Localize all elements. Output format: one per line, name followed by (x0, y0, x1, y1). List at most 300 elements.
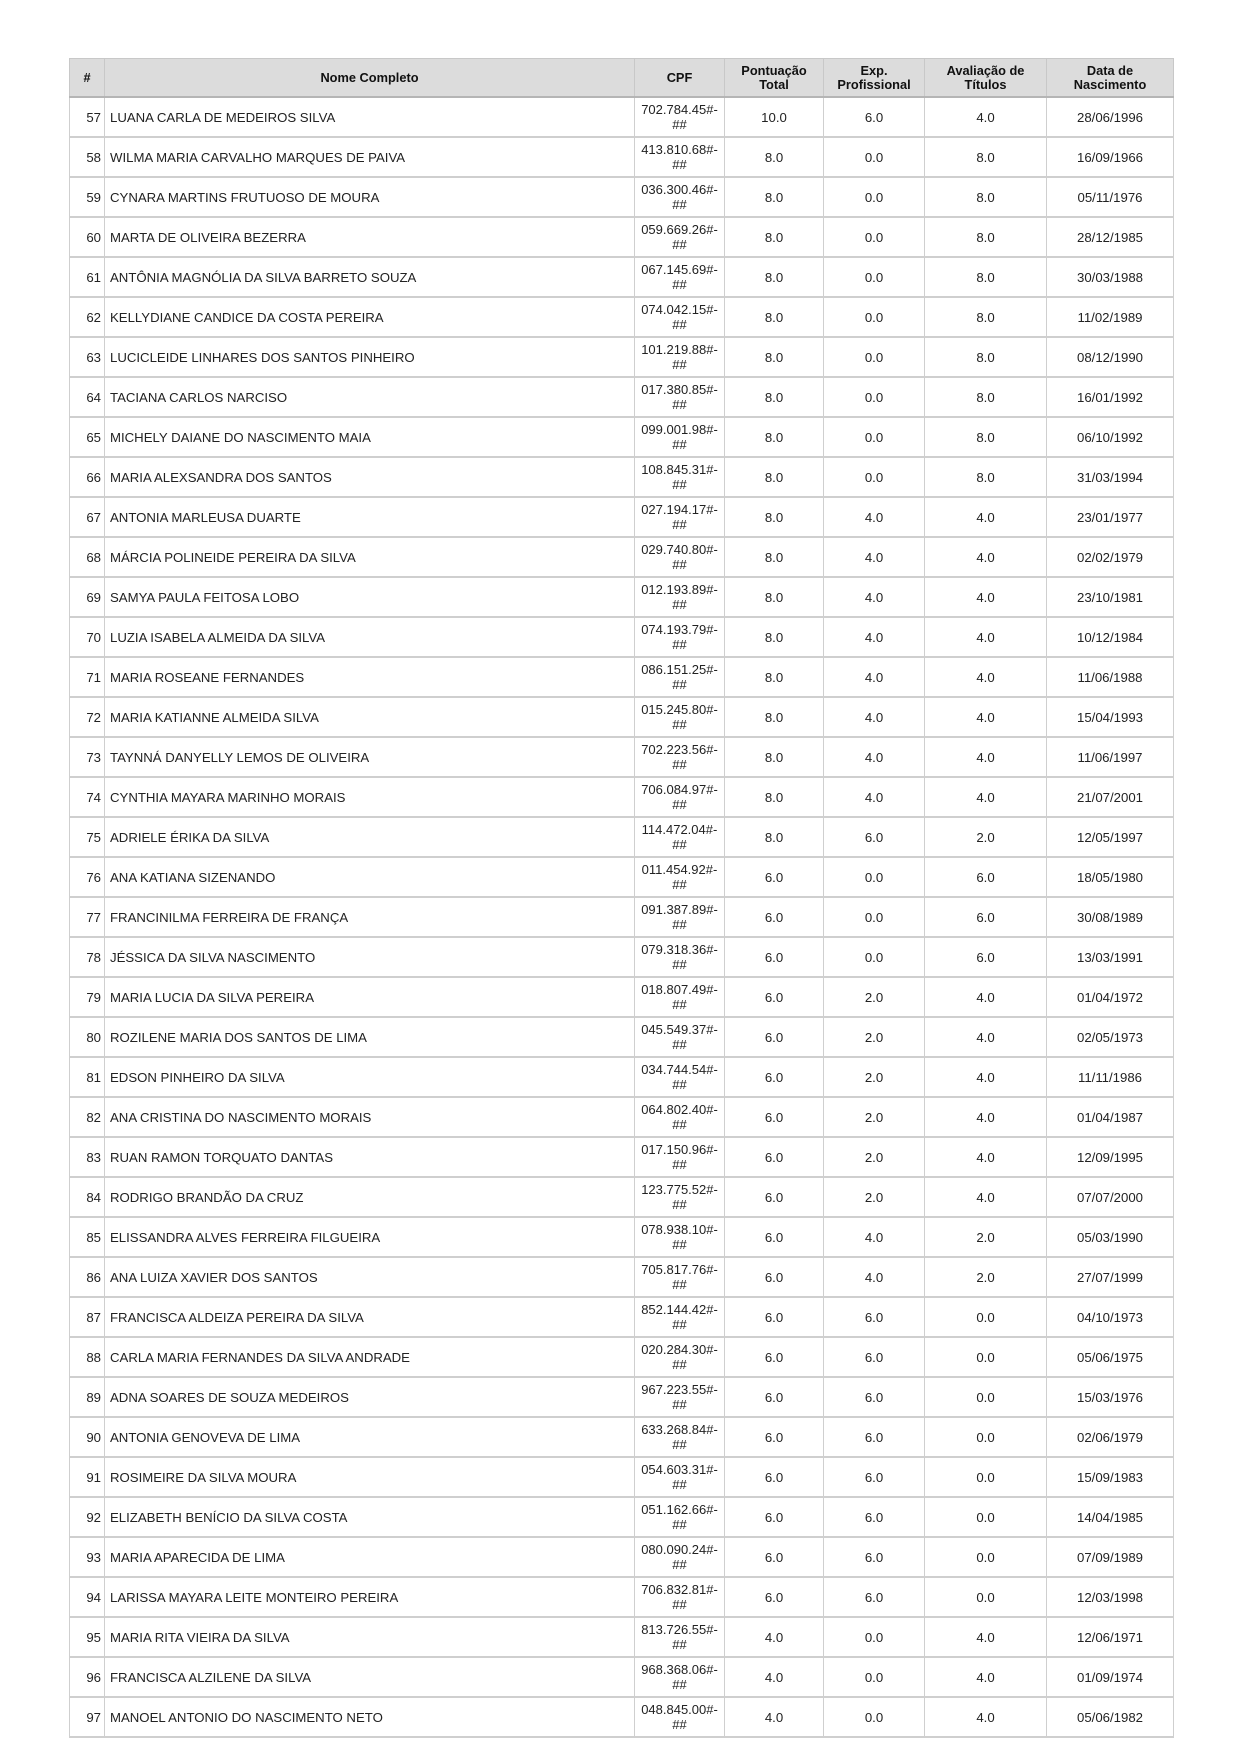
table-row (70, 1497, 1174, 1537)
cell-title-evaluation: 2.0 (925, 1257, 1047, 1297)
cell-cpf (635, 337, 725, 377)
cell-cpf (635, 417, 725, 457)
cell-full-name: LUCICLEIDE LINHARES DOS SANTOS PINHEIRO (105, 337, 635, 377)
table-row (70, 1337, 1174, 1377)
cell-birth-date: 01/09/1974 (1047, 1657, 1174, 1697)
cell-professional-experience: 4.0 (824, 657, 925, 697)
cell-number: 61 (70, 257, 105, 297)
cell-total-score: 6.0 (725, 1057, 824, 1097)
cpf-line-2: ## (672, 1557, 687, 1572)
cpf-line-2: ## (672, 1237, 687, 1252)
cell-title-evaluation: 8.0 (925, 337, 1047, 377)
cell-total-score: 10.0 (725, 97, 824, 137)
cell-number: 74 (70, 777, 105, 817)
cell-number: 67 (70, 497, 105, 537)
cpf-line-1: 091.387.89#- (641, 902, 718, 917)
cell-cpf (635, 1377, 725, 1417)
cell-cpf (635, 257, 725, 297)
cpf-line-1: 080.090.24#- (641, 1542, 718, 1557)
cpf-line-1: 074.193.79#- (641, 622, 718, 637)
cell-full-name: ADRIELE ÉRIKA DA SILVA (105, 817, 635, 857)
cell-title-evaluation: 2.0 (925, 1217, 1047, 1257)
table-row (70, 377, 1174, 417)
cpf-line-2: ## (672, 717, 687, 732)
cpf-line-2: ## (672, 1397, 687, 1412)
cell-number: 75 (70, 817, 105, 857)
cell-birth-date: 28/06/1996 (1047, 97, 1174, 137)
cell-total-score: 4.0 (725, 1657, 824, 1697)
cell-professional-experience: 0.0 (824, 417, 925, 457)
cell-title-evaluation: 4.0 (925, 577, 1047, 617)
cell-cpf (635, 977, 725, 1017)
cell-birth-date: 18/05/1980 (1047, 857, 1174, 897)
cpf-line-2: ## (672, 277, 687, 292)
cpf-line-2: ## (672, 357, 687, 372)
cell-full-name: FRANCISCA ALZILENE DA SILVA (105, 1657, 635, 1697)
cpf-line-2: ## (672, 517, 687, 532)
cell-total-score: 8.0 (725, 777, 824, 817)
cell-professional-experience: 2.0 (824, 1137, 925, 1177)
cell-birth-date: 23/10/1981 (1047, 577, 1174, 617)
header-full-name: Nome Completo (105, 59, 635, 98)
cell-professional-experience: 0.0 (824, 1657, 925, 1697)
cell-cpf (635, 1097, 725, 1137)
cpf-line-2: ## (672, 117, 687, 132)
cell-professional-experience: 0.0 (824, 1697, 925, 1737)
cell-full-name: MICHELY DAIANE DO NASCIMENTO MAIA (105, 417, 635, 457)
cell-title-evaluation: 0.0 (925, 1457, 1047, 1497)
cell-title-evaluation: 4.0 (925, 1657, 1047, 1697)
cell-title-evaluation: 8.0 (925, 257, 1047, 297)
cell-full-name: ANA KATIANA SIZENANDO (105, 857, 635, 897)
cell-full-name: ANTÔNIA MAGNÓLIA DA SILVA BARRETO SOUZA (105, 257, 635, 297)
cell-professional-experience: 0.0 (824, 217, 925, 257)
cell-birth-date: 12/06/1971 (1047, 1617, 1174, 1657)
cpf-line-2: ## (672, 157, 687, 172)
cell-full-name: MARIA APARECIDA DE LIMA (105, 1537, 635, 1577)
cell-birth-date: 02/02/1979 (1047, 537, 1174, 577)
cell-full-name: ROSIMEIRE DA SILVA MOURA (105, 1457, 635, 1497)
cpf-line-2: ## (672, 997, 687, 1012)
cell-full-name: MARIA ROSEANE FERNANDES (105, 657, 635, 697)
cell-cpf (635, 1257, 725, 1297)
cell-professional-experience: 6.0 (824, 1417, 925, 1457)
cell-number: 65 (70, 417, 105, 457)
cell-title-evaluation: 8.0 (925, 217, 1047, 257)
cell-professional-experience: 6.0 (824, 1497, 925, 1537)
cell-full-name: ANTONIA GENOVEVA DE LIMA (105, 1417, 635, 1457)
cell-total-score: 6.0 (725, 1297, 824, 1337)
cell-total-score: 6.0 (725, 1137, 824, 1177)
cpf-line-2: ## (672, 637, 687, 652)
cell-total-score: 8.0 (725, 417, 824, 457)
cell-full-name: ELIZABETH BENÍCIO DA SILVA COSTA (105, 1497, 635, 1537)
cell-full-name: WILMA MARIA CARVALHO MARQUES DE PAIVA (105, 137, 635, 177)
cell-total-score: 8.0 (725, 537, 824, 577)
cell-full-name: CYNARA MARTINS FRUTUOSO DE MOURA (105, 177, 635, 217)
cell-cpf (635, 1537, 725, 1577)
cell-number: 93 (70, 1537, 105, 1577)
table-row (70, 217, 1174, 257)
cell-full-name: ANA CRISTINA DO NASCIMENTO MORAIS (105, 1097, 635, 1137)
table-row (70, 537, 1174, 577)
cpf-line-2: ## (672, 1717, 687, 1732)
cell-full-name: MARTA DE OLIVEIRA BEZERRA (105, 217, 635, 257)
cell-full-name: LARISSA MAYARA LEITE MONTEIRO PEREIRA (105, 1577, 635, 1617)
cell-title-evaluation: 4.0 (925, 1697, 1047, 1737)
cell-number: 58 (70, 137, 105, 177)
cell-total-score: 8.0 (725, 257, 824, 297)
cell-total-score: 8.0 (725, 657, 824, 697)
cpf-line-1: 054.603.31#- (641, 1462, 718, 1477)
cell-total-score: 8.0 (725, 297, 824, 337)
cell-birth-date: 04/10/1973 (1047, 1297, 1174, 1337)
cell-professional-experience: 0.0 (824, 297, 925, 337)
cpf-line-2: ## (672, 1637, 687, 1652)
table-header (70, 59, 1174, 98)
cell-full-name: ELISSANDRA ALVES FERREIRA FILGUEIRA (105, 1217, 635, 1257)
cpf-line-2: ## (672, 917, 687, 932)
header-title-evaluation: Avaliação de Títulos (925, 59, 1047, 98)
table-row (70, 1577, 1174, 1617)
table-row (70, 457, 1174, 497)
cpf-line-2: ## (672, 597, 687, 612)
cell-cpf (635, 1497, 725, 1537)
cell-professional-experience: 0.0 (824, 857, 925, 897)
table-row (70, 1617, 1174, 1657)
cell-number: 85 (70, 1217, 105, 1257)
cell-full-name: MÁRCIA POLINEIDE PEREIRA DA SILVA (105, 537, 635, 577)
cell-number: 94 (70, 1577, 105, 1617)
table-row (70, 1457, 1174, 1497)
cell-birth-date: 31/03/1994 (1047, 457, 1174, 497)
cell-total-score: 6.0 (725, 1417, 824, 1457)
cpf-line-2: ## (672, 437, 687, 452)
cell-number: 92 (70, 1497, 105, 1537)
table-row (70, 1097, 1174, 1137)
cell-birth-date: 11/06/1997 (1047, 737, 1174, 777)
cpf-line-1: 011.454.92#- (641, 862, 718, 877)
table-row (70, 1017, 1174, 1057)
cpf-line-2: ## (672, 1197, 687, 1212)
cell-number: 76 (70, 857, 105, 897)
cell-full-name: LUANA CARLA DE MEDEIROS SILVA (105, 97, 635, 137)
cell-professional-experience: 2.0 (824, 1057, 925, 1097)
cell-professional-experience: 4.0 (824, 1217, 925, 1257)
cell-professional-experience: 0.0 (824, 1617, 925, 1657)
cell-professional-experience: 4.0 (824, 577, 925, 617)
header-professional-experience: Exp. Profissional (824, 59, 925, 98)
cpf-line-1: 018.807.49#- (641, 982, 718, 997)
table-row (70, 137, 1174, 177)
cell-cpf (635, 737, 725, 777)
cell-number: 63 (70, 337, 105, 377)
cpf-line-1: 099.001.98#- (641, 422, 718, 437)
cell-title-evaluation: 0.0 (925, 1297, 1047, 1337)
cpf-line-2: ## (672, 757, 687, 772)
header-total-score: Pontuação Total (725, 59, 824, 98)
table-row (70, 1257, 1174, 1297)
cell-number: 68 (70, 537, 105, 577)
cell-title-evaluation: 0.0 (925, 1537, 1047, 1577)
cell-number: 57 (70, 97, 105, 137)
cell-number: 73 (70, 737, 105, 777)
cpf-line-1: 036.300.46#- (641, 182, 718, 197)
cell-birth-date: 01/04/1987 (1047, 1097, 1174, 1137)
cell-title-evaluation: 8.0 (925, 457, 1047, 497)
header-cpf: CPF (635, 59, 725, 98)
cell-title-evaluation: 0.0 (925, 1377, 1047, 1417)
cell-total-score: 8.0 (725, 137, 824, 177)
cpf-line-2: ## (672, 1597, 687, 1612)
table-row (70, 297, 1174, 337)
cell-title-evaluation: 8.0 (925, 377, 1047, 417)
cpf-line-1: 852.144.42#- (641, 1302, 718, 1317)
cell-cpf (635, 937, 725, 977)
cell-full-name: TAYNNÁ DANYELLY LEMOS DE OLIVEIRA (105, 737, 635, 777)
cell-total-score: 8.0 (725, 377, 824, 417)
cell-total-score: 4.0 (725, 1617, 824, 1657)
cell-professional-experience: 6.0 (824, 97, 925, 137)
cpf-line-1: 059.669.26#- (641, 222, 718, 237)
cpf-line-1: 012.193.89#- (641, 582, 718, 597)
cell-title-evaluation: 4.0 (925, 1017, 1047, 1057)
cell-total-score: 6.0 (725, 1257, 824, 1297)
cell-total-score: 8.0 (725, 737, 824, 777)
table-row (70, 1697, 1174, 1737)
table-row (70, 257, 1174, 297)
cpf-line-1: 702.223.56#- (641, 742, 718, 757)
cell-birth-date: 10/12/1984 (1047, 617, 1174, 657)
cell-cpf (635, 1137, 725, 1177)
cpf-line-2: ## (672, 1117, 687, 1132)
cell-number: 71 (70, 657, 105, 697)
cell-title-evaluation: 4.0 (925, 777, 1047, 817)
cell-title-evaluation: 2.0 (925, 817, 1047, 857)
table-row (70, 777, 1174, 817)
cell-title-evaluation: 4.0 (925, 497, 1047, 537)
cell-cpf (635, 1337, 725, 1377)
cell-total-score: 6.0 (725, 1097, 824, 1137)
cell-title-evaluation: 0.0 (925, 1417, 1047, 1457)
cell-professional-experience: 6.0 (824, 1377, 925, 1417)
cell-title-evaluation: 4.0 (925, 97, 1047, 137)
cell-professional-experience: 4.0 (824, 617, 925, 657)
cell-professional-experience: 0.0 (824, 457, 925, 497)
cell-title-evaluation: 0.0 (925, 1337, 1047, 1377)
cell-full-name: ROZILENE MARIA DOS SANTOS DE LIMA (105, 1017, 635, 1057)
cell-title-evaluation: 8.0 (925, 177, 1047, 217)
cell-title-evaluation: 0.0 (925, 1497, 1047, 1537)
cpf-line-2: ## (672, 1077, 687, 1092)
cell-title-evaluation: 4.0 (925, 1097, 1047, 1137)
cell-total-score: 4.0 (725, 1697, 824, 1737)
cpf-line-2: ## (672, 1157, 687, 1172)
cpf-line-1: 705.817.76#- (641, 1262, 718, 1277)
cell-full-name: MARIA KATIANNE ALMEIDA SILVA (105, 697, 635, 737)
cell-title-evaluation: 4.0 (925, 977, 1047, 1017)
table-row (70, 937, 1174, 977)
cell-title-evaluation: 4.0 (925, 537, 1047, 577)
cell-cpf (635, 1177, 725, 1217)
cell-cpf (635, 97, 725, 137)
cpf-line-2: ## (672, 1517, 687, 1532)
cpf-line-1: 029.740.80#- (641, 542, 718, 557)
table-row (70, 1377, 1174, 1417)
cell-total-score: 8.0 (725, 337, 824, 377)
cpf-line-1: 706.084.97#- (641, 782, 718, 797)
cell-number: 90 (70, 1417, 105, 1457)
cpf-line-1: 633.268.84#- (641, 1422, 718, 1437)
cell-cpf (635, 1297, 725, 1337)
cell-total-score: 6.0 (725, 977, 824, 1017)
cell-number: 97 (70, 1697, 105, 1737)
cell-professional-experience: 4.0 (824, 1257, 925, 1297)
cpf-line-1: 067.145.69#- (641, 262, 718, 277)
cell-birth-date: 23/01/1977 (1047, 497, 1174, 537)
cpf-line-1: 020.284.30#- (641, 1342, 718, 1357)
cpf-line-1: 064.802.40#- (641, 1102, 718, 1117)
cell-cpf (635, 217, 725, 257)
cell-birth-date: 30/08/1989 (1047, 897, 1174, 937)
cell-birth-date: 15/04/1993 (1047, 697, 1174, 737)
cell-number: 95 (70, 1617, 105, 1657)
cell-total-score: 6.0 (725, 1377, 824, 1417)
cell-total-score: 6.0 (725, 897, 824, 937)
cpf-line-1: 967.223.55#- (641, 1382, 718, 1397)
cell-professional-experience: 4.0 (824, 697, 925, 737)
cpf-line-1: 074.042.15#- (641, 302, 718, 317)
cell-total-score: 8.0 (725, 217, 824, 257)
cpf-line-1: 706.832.81#- (641, 1582, 718, 1597)
cell-professional-experience: 2.0 (824, 1097, 925, 1137)
cell-total-score: 6.0 (725, 1537, 824, 1577)
cell-full-name: RODRIGO BRANDÃO DA CRUZ (105, 1177, 635, 1217)
table-row (70, 497, 1174, 537)
cell-cpf (635, 897, 725, 937)
cell-cpf (635, 817, 725, 857)
cell-cpf (635, 1057, 725, 1097)
table-row (70, 1217, 1174, 1257)
table-row (70, 1417, 1174, 1457)
table-row (70, 1177, 1174, 1217)
cell-birth-date: 16/09/1966 (1047, 137, 1174, 177)
cell-cpf (635, 1457, 725, 1497)
cell-total-score: 8.0 (725, 577, 824, 617)
cell-cpf (635, 857, 725, 897)
cell-title-evaluation: 6.0 (925, 937, 1047, 977)
cell-birth-date: 11/06/1988 (1047, 657, 1174, 697)
cell-total-score: 8.0 (725, 497, 824, 537)
cpf-line-1: 017.380.85#- (641, 382, 718, 397)
cell-full-name: MANOEL ANTONIO DO NASCIMENTO NETO (105, 1697, 635, 1737)
cell-number: 84 (70, 1177, 105, 1217)
results-table (69, 58, 1174, 1738)
cpf-line-1: 027.194.17#- (641, 502, 718, 517)
table-row (70, 977, 1174, 1017)
cell-total-score: 8.0 (725, 617, 824, 657)
cpf-line-2: ## (672, 797, 687, 812)
cell-total-score: 6.0 (725, 1337, 824, 1377)
cell-professional-experience: 0.0 (824, 257, 925, 297)
cell-cpf (635, 297, 725, 337)
cpf-line-1: 101.219.88#- (641, 342, 718, 357)
cell-professional-experience: 2.0 (824, 977, 925, 1017)
cell-number: 70 (70, 617, 105, 657)
table-row (70, 577, 1174, 617)
table-row (70, 1297, 1174, 1337)
cell-birth-date: 08/12/1990 (1047, 337, 1174, 377)
cell-total-score: 6.0 (725, 1177, 824, 1217)
cell-total-score: 8.0 (725, 177, 824, 217)
cpf-line-2: ## (672, 957, 687, 972)
cpf-line-2: ## (672, 837, 687, 852)
cell-number: 82 (70, 1097, 105, 1137)
cell-number: 96 (70, 1657, 105, 1697)
cell-cpf (635, 617, 725, 657)
cell-full-name: FRANCINILMA FERREIRA DE FRANÇA (105, 897, 635, 937)
cell-cpf (635, 497, 725, 537)
cell-cpf (635, 1577, 725, 1617)
cpf-line-1: 048.845.00#- (641, 1702, 718, 1717)
cell-cpf (635, 457, 725, 497)
cpf-line-1: 015.245.80#- (641, 702, 718, 717)
cell-title-evaluation: 4.0 (925, 1177, 1047, 1217)
cell-total-score: 6.0 (725, 1577, 824, 1617)
cpf-line-2: ## (672, 557, 687, 572)
cell-title-evaluation: 0.0 (925, 1577, 1047, 1617)
header-birth-date: Data de Nascimento (1047, 59, 1174, 98)
cell-professional-experience: 4.0 (824, 537, 925, 577)
cell-birth-date: 01/04/1972 (1047, 977, 1174, 1017)
cell-title-evaluation: 6.0 (925, 897, 1047, 937)
cell-title-evaluation: 4.0 (925, 617, 1047, 657)
cell-number: 86 (70, 1257, 105, 1297)
cell-full-name: KELLYDIANE CANDICE DA COSTA PEREIRA (105, 297, 635, 337)
cell-birth-date: 07/07/2000 (1047, 1177, 1174, 1217)
cell-professional-experience: 0.0 (824, 937, 925, 977)
cell-professional-experience: 0.0 (824, 177, 925, 217)
cell-title-evaluation: 8.0 (925, 297, 1047, 337)
cell-total-score: 6.0 (725, 1017, 824, 1057)
cell-cpf (635, 697, 725, 737)
cpf-line-2: ## (672, 197, 687, 212)
cell-title-evaluation: 8.0 (925, 137, 1047, 177)
cell-professional-experience: 0.0 (824, 337, 925, 377)
cell-professional-experience: 2.0 (824, 1017, 925, 1057)
cell-full-name: MARIA RITA VIEIRA DA SILVA (105, 1617, 635, 1657)
table-row (70, 1057, 1174, 1097)
cpf-line-1: 086.151.25#- (641, 662, 718, 677)
cell-cpf (635, 1417, 725, 1457)
cpf-line-1: 045.549.37#- (641, 1022, 718, 1037)
cell-number: 79 (70, 977, 105, 1017)
cell-birth-date: 05/03/1990 (1047, 1217, 1174, 1257)
cpf-line-2: ## (672, 397, 687, 412)
cell-professional-experience: 4.0 (824, 497, 925, 537)
cpf-line-2: ## (672, 477, 687, 492)
cell-number: 80 (70, 1017, 105, 1057)
cell-number: 78 (70, 937, 105, 977)
cell-total-score: 6.0 (725, 1497, 824, 1537)
cell-full-name: LUZIA ISABELA ALMEIDA DA SILVA (105, 617, 635, 657)
cell-birth-date: 13/03/1991 (1047, 937, 1174, 977)
cell-cpf (635, 1217, 725, 1257)
cpf-line-2: ## (672, 237, 687, 252)
table-body (70, 97, 1174, 1737)
cell-number: 60 (70, 217, 105, 257)
cpf-line-1: 702.784.45#- (641, 102, 718, 117)
